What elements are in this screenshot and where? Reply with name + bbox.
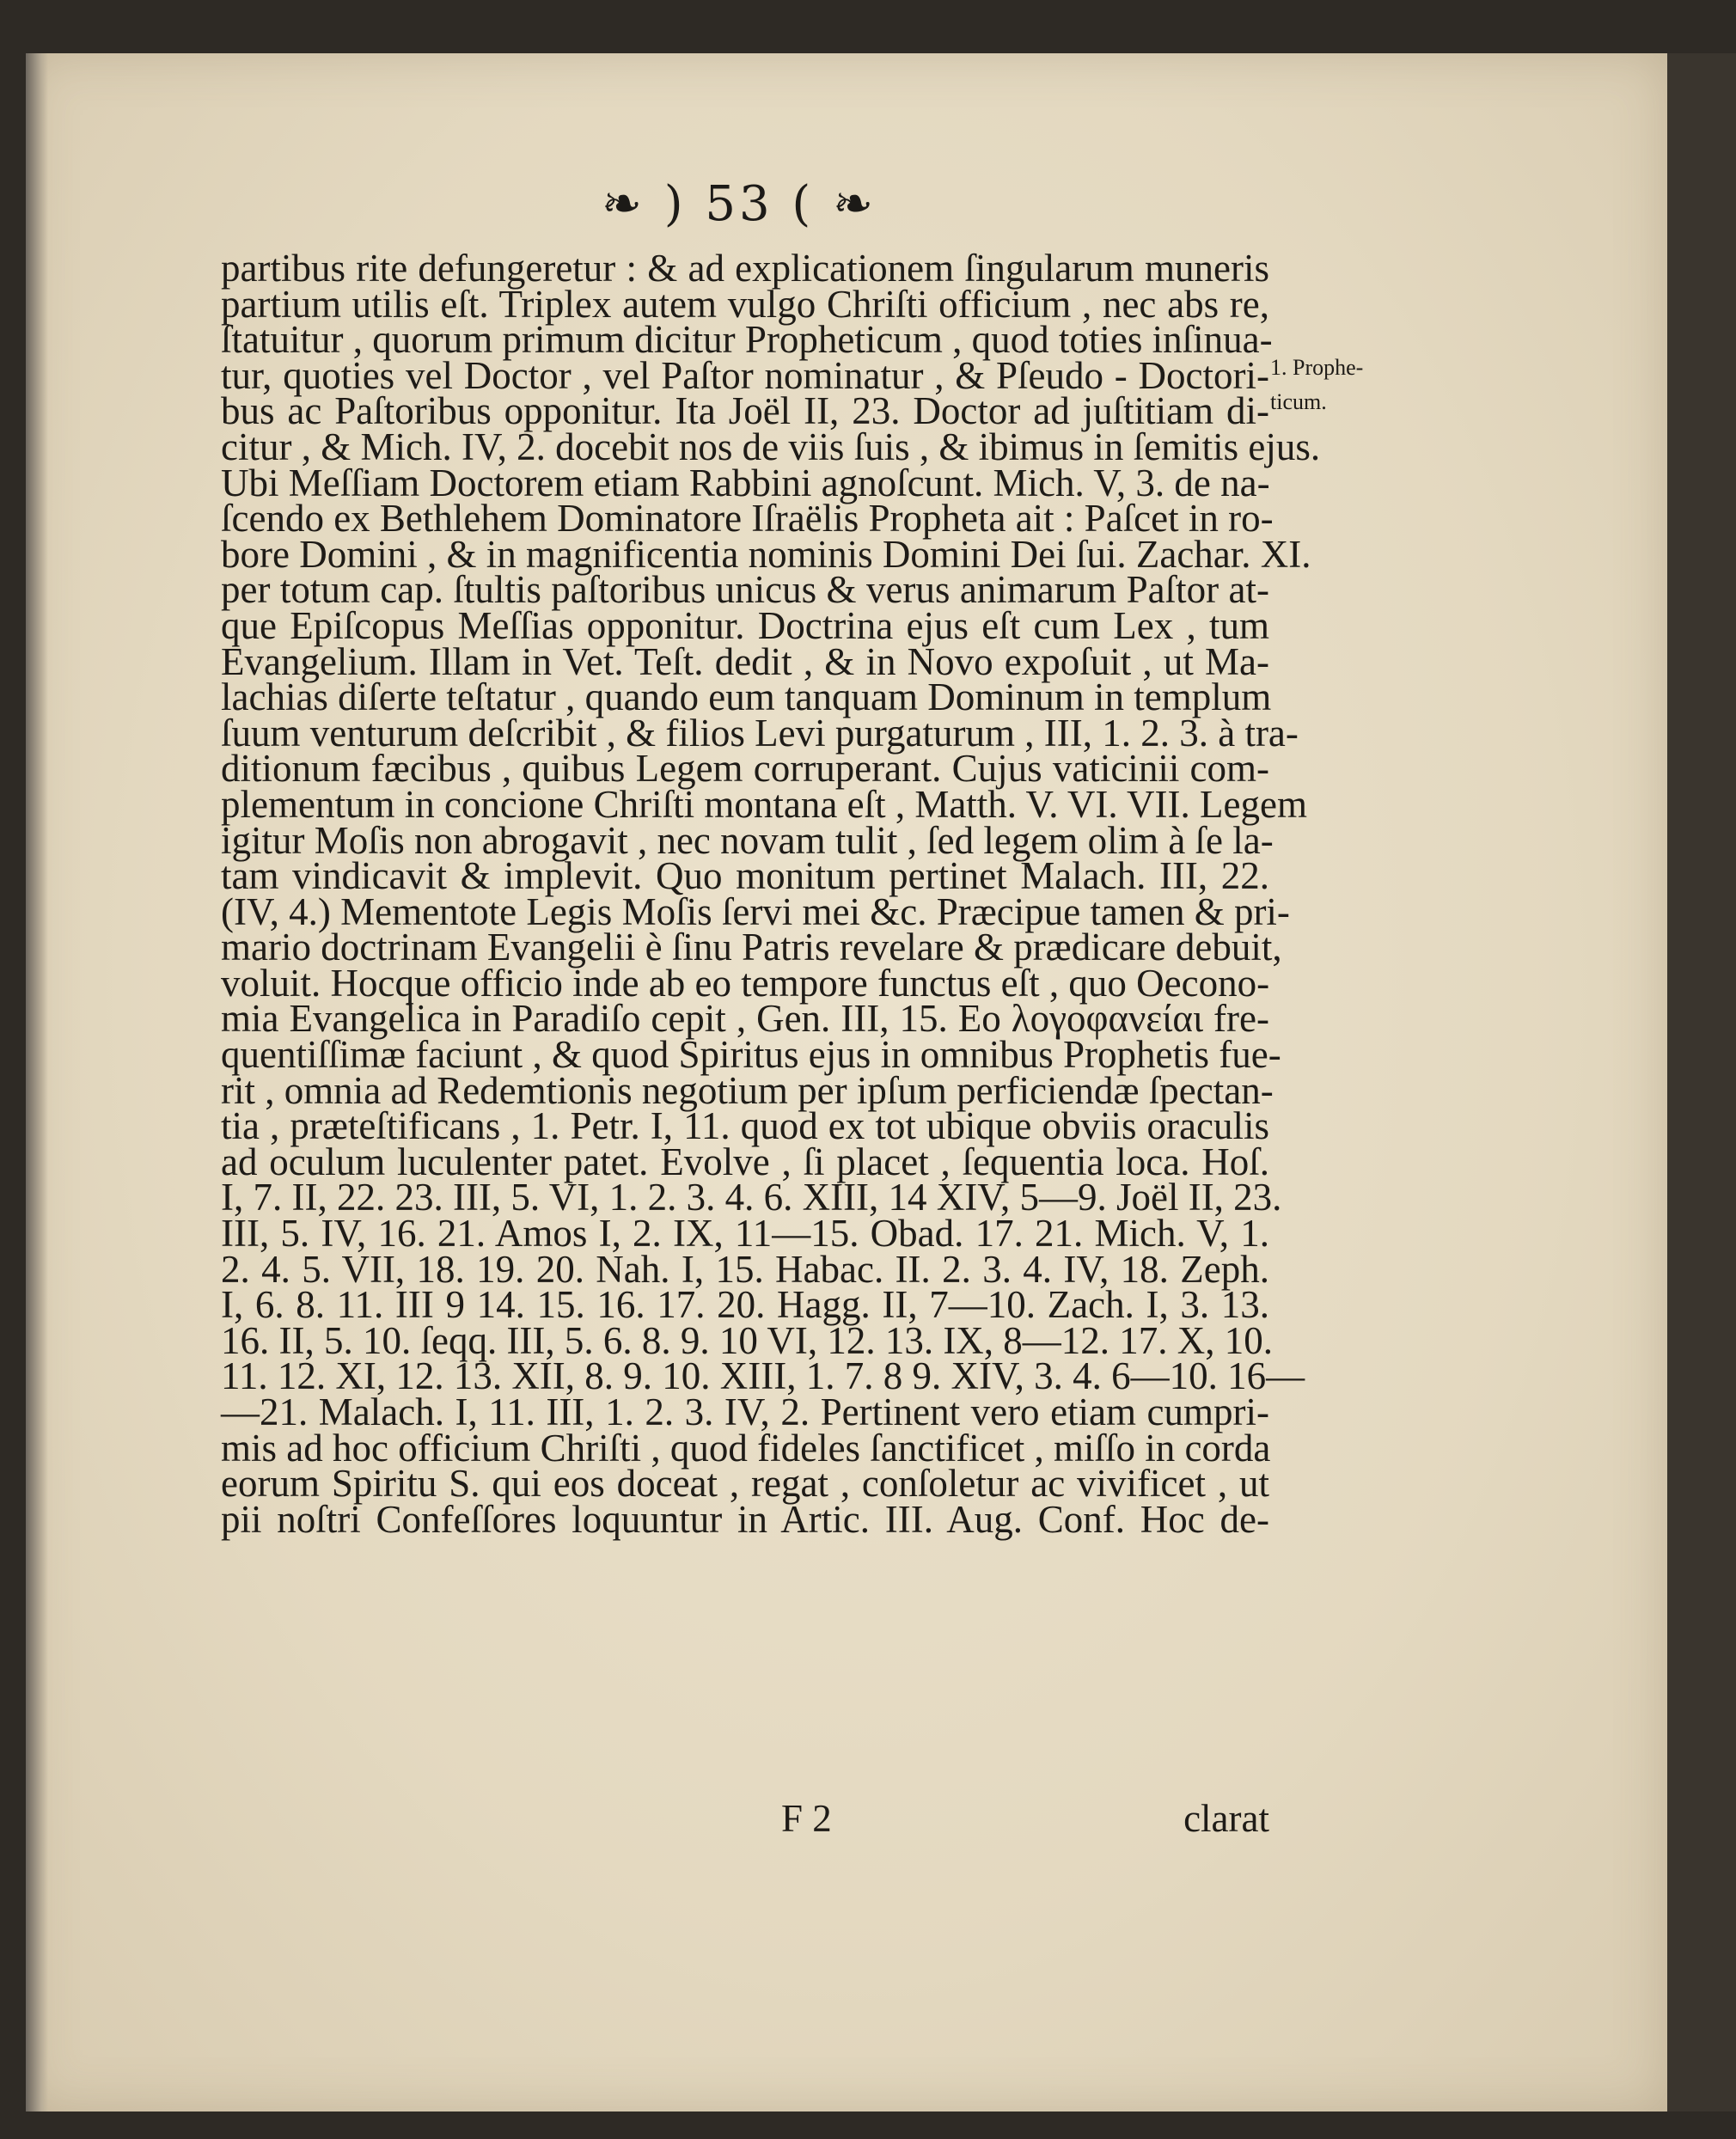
text-line: I, 6. 8. 11. III 9 14. 15. 16. 17. 20. Hagg. II, 7—10. Zach. I, 3. 13. <box>221 1283 1269 1327</box>
text-line: partium utilis eſt. Triplex autem vulgo Chriſti officium , nec abs re, <box>221 282 1269 326</box>
text-line: que Epiſcopus Meſſias opponitur. Doctrina ejus eſt cum Lex , tum <box>221 603 1269 647</box>
text-line: ditionum fæcibus , quibus Legem corruperant. Cujus vaticinii com- <box>221 747 1269 791</box>
text-line: voluit. Hocque officio inde ab eo tempore functus eſt , quo Oecono- <box>221 961 1270 1005</box>
text-line: mario doctrinam Evangelii è ſinu Patris revelare & prædicare debuit, <box>221 926 1282 969</box>
text-line: (IV, 4.) Mementote Legis Moſis ſervi mei &c. Præcipue tamen & pri- <box>221 889 1290 933</box>
text-line: III, 5. IV, 16. 21. Amos I, 2. IX, 11—15. Obad. 17. 21. Mich. V, 1. <box>221 1212 1269 1256</box>
text-line: quentiſſimæ faciunt , & quod Spiritus ejus in omnibus Prophetis fue- <box>221 1033 1281 1077</box>
page-footer <box>221 1796 1269 1839</box>
signature-mark: F 2 <box>781 1797 832 1840</box>
running-head-page-number: ❧ ) 53 ( ❧ <box>602 176 877 232</box>
text-line: ſcendo ex Bethlehem Dominatore Iſraëlis Propheta ait : Paſcet in ro- <box>221 497 1274 541</box>
text-line: mis ad hoc officium Chriſti , quod fideles ſanctificet , miſſo in corda <box>221 1426 1271 1470</box>
text-line: I, 7. II, 22. 23. III, 5. VI, 1. 2. 3. 4. 6. XIII, 14 XIV, 5—9. Joël II, 23. <box>221 1176 1282 1219</box>
text-line: bus ac Paſtoribus opponitur. Ita Joël II, 23. Doctor ad juſtitiam di- <box>221 389 1269 433</box>
margin-note <box>1270 351 1399 419</box>
text-line: Evangelium. Illam in Vet. Teſt. dedit , & in Novo expoſuit , ut Ma- <box>221 639 1269 683</box>
margin-note-line: 1. Prophe- <box>1270 355 1364 380</box>
text-line: —21. Malach. I, 11. III, 1. 2. 3. IV, 2. Pertinent vero etiam cumpri- <box>221 1390 1269 1433</box>
page-gutter <box>26 53 48 2111</box>
text-line: bore Domini , & in magnificentia nominis Domini Dei ſui. Zachar. XI. <box>221 532 1311 576</box>
text-line: per totum cap. ſtultis paſtoribus unicus & verus animarum Paſtor at- <box>221 568 1269 612</box>
text-line: tam vindicavit & implevit. Quo monitum pertinet Malach. III, 22. <box>221 854 1269 898</box>
text-line: Ubi Meſſiam Doctorem etiam Rabbini agnoſcunt. Mich. V, 3. de na- <box>221 461 1270 504</box>
text-line: eorum Spiritu S. qui eos doceat , regat , conſoletur ac vivificet , ut <box>221 1462 1269 1506</box>
text-line: mia Evangelica in Paradiſo cepit , Gen. III, 15. Eo λογοφανείαι fre- <box>221 997 1269 1041</box>
text-line: pii noſtri Confeſſores loquuntur in Artic. III. Aug. Conf. Hoc de- <box>221 1497 1269 1541</box>
text-line: ſuum venturum deſcribit , & filios Levi purgaturum , III, 1. 2. 3. à tra- <box>221 711 1299 755</box>
margin-note-line: ticum. <box>1270 389 1327 414</box>
text-line: igitur Moſis non abrogavit , nec novam tulit , ſed legem olim à ſe la- <box>221 818 1274 862</box>
text-line: tur, quoties vel Doctor , vel Paſtor nominatur , & Pſeudo - Doctori- <box>221 353 1269 397</box>
text-line: partibus rite defungeretur : & ad explicationem ſingularum muneris <box>221 247 1269 290</box>
text-line: 16. II, 5. 10. ſeqq. III, 5. 6. 8. 9. 10 VI, 12. 13. IX, 8—12. 17. X, 10. <box>221 1318 1274 1362</box>
text-line: citur , & Mich. IV, 2. docebit nos de viis ſuis , & ibimus in ſemitis ejus. <box>221 425 1321 468</box>
scan-edge <box>1667 53 1736 2111</box>
text-line: 2. 4. 5. VII, 18. 19. 20. Nah. I, 15. Habac. II. 2. 3. 4. IV, 18. Zeph. <box>221 1247 1269 1291</box>
text-line: ad oculum luculenter patet. Evolve , ſi placet , ſequentia loca. Hoſ. <box>221 1140 1269 1183</box>
catchword: clarat <box>1183 1797 1269 1840</box>
text-line: rit , omnia ad Redemtionis negotium per ipſum perficiendæ ſpectan- <box>221 1068 1274 1112</box>
text-line: lachias diſerte teſtatur , quando eum tanquam Dominum in templum <box>221 675 1272 719</box>
text-line: plementum in concione Chriſti montana eſt , Matth. V. VI. VII. Legem <box>221 782 1307 826</box>
text-line: tia , præteſtificans , 1. Petr. I, 11. quod ex tot ubique obviis oraculis <box>221 1104 1269 1148</box>
text-line: ſtatuitur , quorum primum dicitur Propheticum , quod toties inſinua- <box>221 318 1273 362</box>
text-line: 11. 12. XI, 12. 13. XII, 8. 9. 10. XIII, 1. 7. 8 9. XIV, 3. 4. 6—10. 16— <box>221 1354 1305 1398</box>
